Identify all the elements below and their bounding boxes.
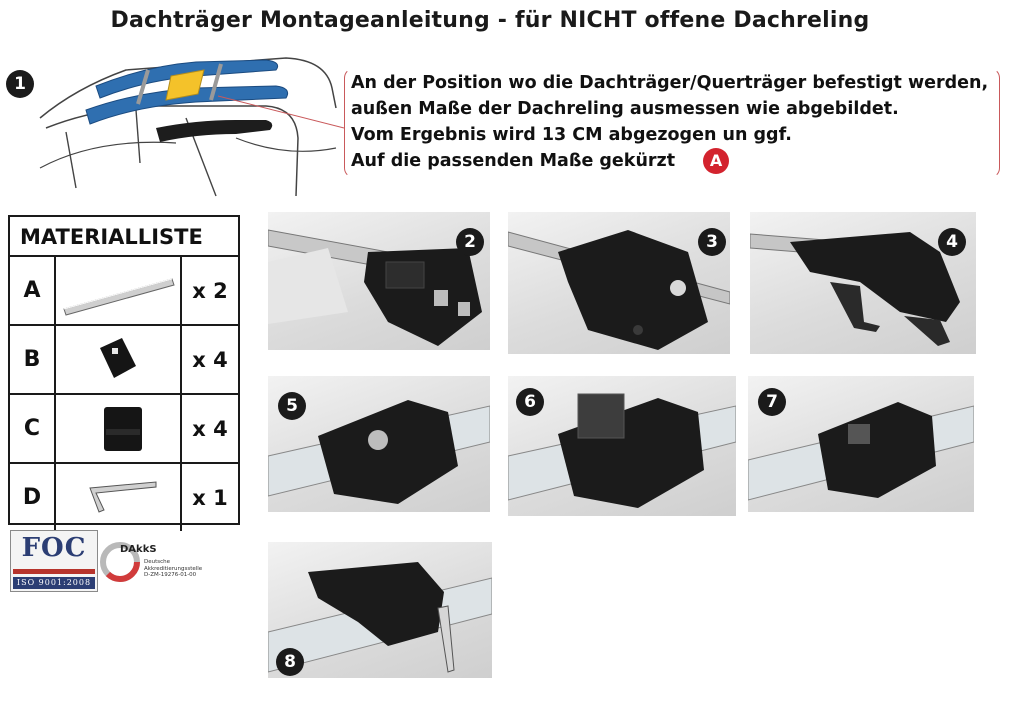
step-7-badge: 7 (758, 388, 786, 416)
page-title: Dachträger Montageanleitung - für NICHT offene Dachreling (110, 8, 870, 33)
instruction-callout (351, 70, 1001, 174)
table-row (10, 257, 238, 326)
iso-certificate-label: ISO 9001:2008 (13, 577, 95, 589)
step-5-badge: 5 (278, 392, 306, 420)
item-quantity: x 2 (192, 278, 228, 303)
item-quantity: x 1 (192, 485, 228, 510)
step-8-panel (268, 542, 492, 678)
dakks-logo: DAkkS Deutsche Akkreditierungsstelle D-ZM-19276-01-00 (98, 540, 228, 584)
step-8-badge: 8 (276, 648, 304, 676)
dakks-name: DAkkS (120, 544, 157, 555)
table-row (10, 464, 238, 531)
clamp-block-icon (56, 326, 180, 393)
item-letter: C (10, 395, 56, 462)
step-6-panel (508, 376, 736, 516)
foc-logo (10, 530, 98, 592)
step-1-badge: 1 (6, 70, 34, 98)
marker-a-badge: A (703, 148, 729, 174)
item-letter: D (10, 464, 56, 531)
material-list-heading: MATERIALLISTE (10, 217, 238, 257)
step-4-panel (750, 212, 976, 354)
step-2-badge: 2 (456, 228, 484, 256)
item-letter: A (10, 257, 56, 324)
instruction-line-2: außen Maße der Dachreling ausmessen wie abgebildet. (351, 99, 899, 119)
item-quantity: x 4 (192, 347, 228, 372)
foot-cap-icon (56, 395, 180, 462)
instruction-line-4: Auf die passenden Maße gekürzt A (351, 148, 1001, 174)
item-quantity: x 4 (192, 416, 228, 441)
step-2-illustration (268, 212, 490, 350)
material-list-table (8, 215, 240, 525)
foc-logo-text: FOC (21, 533, 87, 563)
step-3-panel (508, 212, 730, 354)
car-roof-illustration (36, 48, 346, 198)
instruction-line-1: An der Position wo die Dachträger/Querträger befestigt werden, (351, 73, 989, 93)
step-6-badge: 6 (516, 388, 544, 416)
instruction-line-3: Vom Ergebnis wird 13 CM abgezogen un ggf. (351, 125, 792, 145)
allen-key-icon (56, 464, 180, 531)
item-letter: B (10, 326, 56, 393)
crossbar-icon (56, 257, 180, 324)
table-row (10, 326, 238, 395)
step-7-panel (748, 376, 974, 512)
step-4-badge: 4 (938, 228, 966, 256)
step-2-panel (268, 212, 490, 350)
table-row (10, 395, 238, 464)
step-3-badge: 3 (698, 228, 726, 256)
step-3-illustration (508, 212, 730, 354)
step-5-panel (268, 376, 490, 512)
